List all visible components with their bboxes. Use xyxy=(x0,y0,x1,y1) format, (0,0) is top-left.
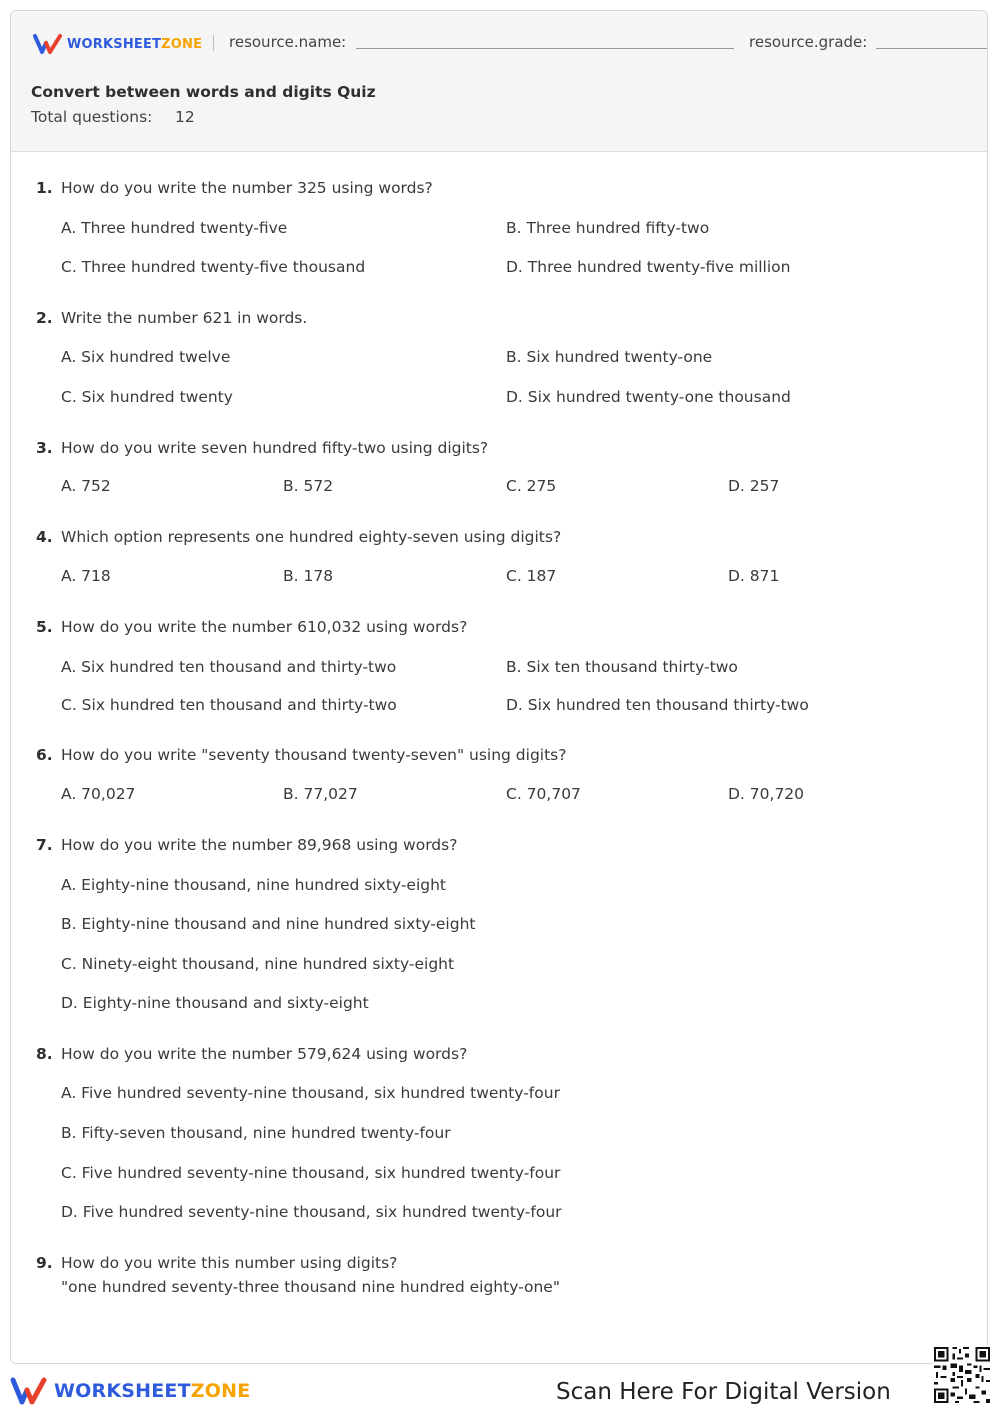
option-c: C. Three hundred twenty-five thousand xyxy=(61,258,366,276)
option-d: D. 871 xyxy=(728,567,780,585)
quiz-title: Convert between words and digits Quiz xyxy=(31,83,376,101)
option-a: A. 752 xyxy=(61,477,111,495)
question-text: How do you write the number 325 using words? xyxy=(61,179,433,197)
option-a: A. 718 xyxy=(61,567,111,585)
question-number: 3. xyxy=(36,439,53,457)
question-text: Write the number 621 in words. xyxy=(61,309,308,327)
worksheet-zone-logo-icon xyxy=(33,33,63,55)
question-number: 8. xyxy=(36,1045,53,1063)
option-c: C. Ninety-eight thousand, nine hundred sixty-eight xyxy=(61,955,455,973)
question-text: How do you write the number 610,032 using words? xyxy=(61,618,468,636)
question-text: How do you write seven hundred fifty-two using digits? xyxy=(61,439,489,457)
total-questions-value: 12 xyxy=(175,108,195,126)
resource-name-line xyxy=(356,48,734,49)
question-number: 6. xyxy=(36,746,53,764)
option-d: D. Six hundred ten thousand thirty-two xyxy=(506,696,809,714)
worksheet-header xyxy=(11,11,987,152)
question-number: 7. xyxy=(36,836,53,854)
option-c: C. 275 xyxy=(506,477,557,495)
option-b: B. Fifty-seven thousand, nine hundred twenty-four xyxy=(61,1124,451,1142)
total-questions-label: Total questions: xyxy=(31,108,153,126)
option-a: A. Six hundred ten thousand and thirty-two xyxy=(61,658,397,676)
resource-grade-line xyxy=(876,48,988,49)
option-c: C. 70,707 xyxy=(506,785,581,803)
option-b: B. Six hundred twenty-one xyxy=(506,348,713,366)
question-text: How do you write the number 89,968 using words? xyxy=(61,836,458,854)
option-c: C. Five hundred seventy-nine thousand, six hundred twenty-four xyxy=(61,1164,561,1182)
worksheet-page xyxy=(10,10,988,1364)
option-c: C. Six hundred ten thousand and thirty-two xyxy=(61,696,397,714)
footer-brand-text: WORKSHEETZONE xyxy=(54,1380,251,1402)
option-b: B. Six ten thousand thirty-two xyxy=(506,658,738,676)
qr-code-icon[interactable] xyxy=(932,1345,992,1405)
option-a: A. Eighty-nine thousand, nine hundred sixty-eight xyxy=(61,876,447,894)
option-d: D. Five hundred seventy-nine thousand, six hundred twenty-four xyxy=(61,1203,562,1221)
option-b: B. Eighty-nine thousand and nine hundred sixty-eight xyxy=(61,915,476,933)
option-b: B. 77,027 xyxy=(283,785,358,803)
option-d: D. 257 xyxy=(728,477,780,495)
option-b: B. Three hundred fifty-two xyxy=(506,219,710,237)
option-d: D. Eighty-nine thousand and sixty-eight xyxy=(61,994,369,1012)
footer-logo xyxy=(10,1376,250,1406)
header-divider xyxy=(213,35,214,51)
header-logo xyxy=(33,33,202,55)
question-number: 5. xyxy=(36,618,53,636)
question-number: 4. xyxy=(36,528,53,546)
question-text: Which option represents one hundred eighty-seven using digits? xyxy=(61,528,562,546)
resource-grade-label: resource.grade: xyxy=(749,33,868,51)
question-number: 1. xyxy=(36,179,53,197)
option-c: C. Six hundred twenty xyxy=(61,388,233,406)
option-d: D. Six hundred twenty-one thousand xyxy=(506,388,791,406)
header-brand-text: WORKSHEETZONE xyxy=(67,36,203,52)
question-text: How do you write this number using digits? xyxy=(61,1254,398,1272)
question-text: How do you write the number 579,624 using words? xyxy=(61,1045,468,1063)
option-a: A. Five hundred seventy-nine thousand, six hundred twenty-four xyxy=(61,1084,560,1102)
question-number: 9. xyxy=(36,1254,53,1272)
resource-name-label: resource.name: xyxy=(229,33,347,51)
option-a: A. 70,027 xyxy=(61,785,136,803)
option-a: A. Six hundred twelve xyxy=(61,348,231,366)
scan-digital-version-text: Scan Here For Digital Version xyxy=(556,1379,891,1405)
option-b: B. 178 xyxy=(283,567,334,585)
question-text: How do you write "seventy thousand twenty-seven" using digits? xyxy=(61,746,567,764)
option-b: B. 572 xyxy=(283,477,334,495)
question-text-quote: "one hundred seventy-three thousand nine hundred eighty-one" xyxy=(61,1278,560,1296)
worksheet-zone-logo-icon xyxy=(10,1376,48,1406)
question-number: 2. xyxy=(36,309,53,327)
option-d: D. Three hundred twenty-five million xyxy=(506,258,791,276)
option-d: D. 70,720 xyxy=(728,785,805,803)
option-c: C. 187 xyxy=(506,567,557,585)
option-a: A. Three hundred twenty-five xyxy=(61,219,288,237)
